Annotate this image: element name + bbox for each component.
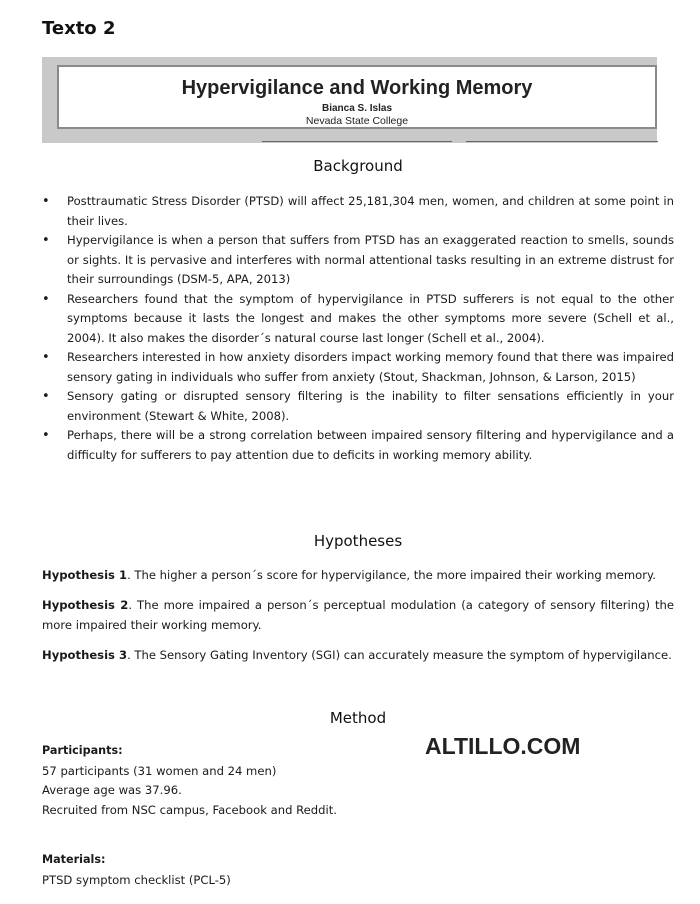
participants-line: 57 participants (31 women and 24 men) [42,764,277,778]
bullet-item: • Posttraumatic Stress Disorder (PTSD) will affect 25,181,304 men, women, and children at some point in their lives. [42,192,674,231]
bullet-item: • Researchers found that the symptom of hypervigilance in PTSD sufferers is not equal to the other symptoms because it lasts the longest and makes the other symptoms more severe (Schell et al., 2004). It also makes the disorder´s natural course last longer (Schell et al., 2004). [42,290,674,349]
page-label: Texto 2 [42,18,116,39]
bullet-item: • Sensory gating or disrupted sensory filtering is the inability to filter sensations efficiently in your environment (Stewart & White, 2008). [42,387,674,426]
divider-line-right [466,141,658,142]
background-bullet-list [42,192,674,465]
hypothesis-3 [42,646,674,666]
hypothesis-text: . The higher a person´s score for hypervigilance, the more impaired their working memory. [127,568,656,582]
watermark: ALTILLO.COM [425,733,581,759]
hypothesis-label: Hypothesis 2 [42,598,129,612]
background-heading: Background [313,157,403,175]
hypothesis-2 [42,596,674,635]
author-affiliation: Nevada State College [305,115,409,127]
hypotheses-heading: Hypotheses [313,532,403,550]
hypothesis-label: Hypothesis 3 [42,648,128,662]
hypothesis-1 [42,566,674,586]
participants-line: Recruited from NSC campus, Facebook and Reddit. [42,803,337,817]
hypothesis-text: . The more impaired a person´s perceptual modulation (a category of sensory filtering) the more impaired their working memory. [42,598,674,632]
title-banner [57,65,657,129]
participants-line: Average age was 37.96. [42,783,182,797]
participants-label: Participants: [42,744,123,757]
bullet-item: • Perhaps, there will be a strong correlation between impaired sensory filtering and hypervigilance and a difficulty for sufferers to pay attention due to deficits in working memory ability. [42,426,674,465]
materials-label: Materials: [42,853,106,866]
bullet-item: • Hypervigilance is when a person that suffers from PTSD has an exaggerated reaction to smells, sounds or sights. It is pervasive and interferes with normal attentional tasks resulting in an extreme distrust for their surroundings (DSM-5, APA, 2013) [42,231,674,290]
hypothesis-text: . The Sensory Gating Inventory (SGI) can accurately measure the symptom of hypervigilance. [127,648,672,662]
paper-title: Hypervigilance and Working Memory [181,77,533,99]
materials-line: PTSD symptom checklist (PCL-5) [42,873,231,887]
bullet-item: • Researchers interested in how anxiety disorders impact working memory found that there was impaired sensory gating in individuals who suffer from anxiety (Stout, Shackman, Johnson, & Larson, 2015) [42,348,674,387]
author-name: Bianca S. Islas [321,103,393,114]
hypothesis-label: Hypothesis 1 [42,568,128,582]
method-heading: Method [329,709,387,727]
divider-line-left [262,141,452,142]
